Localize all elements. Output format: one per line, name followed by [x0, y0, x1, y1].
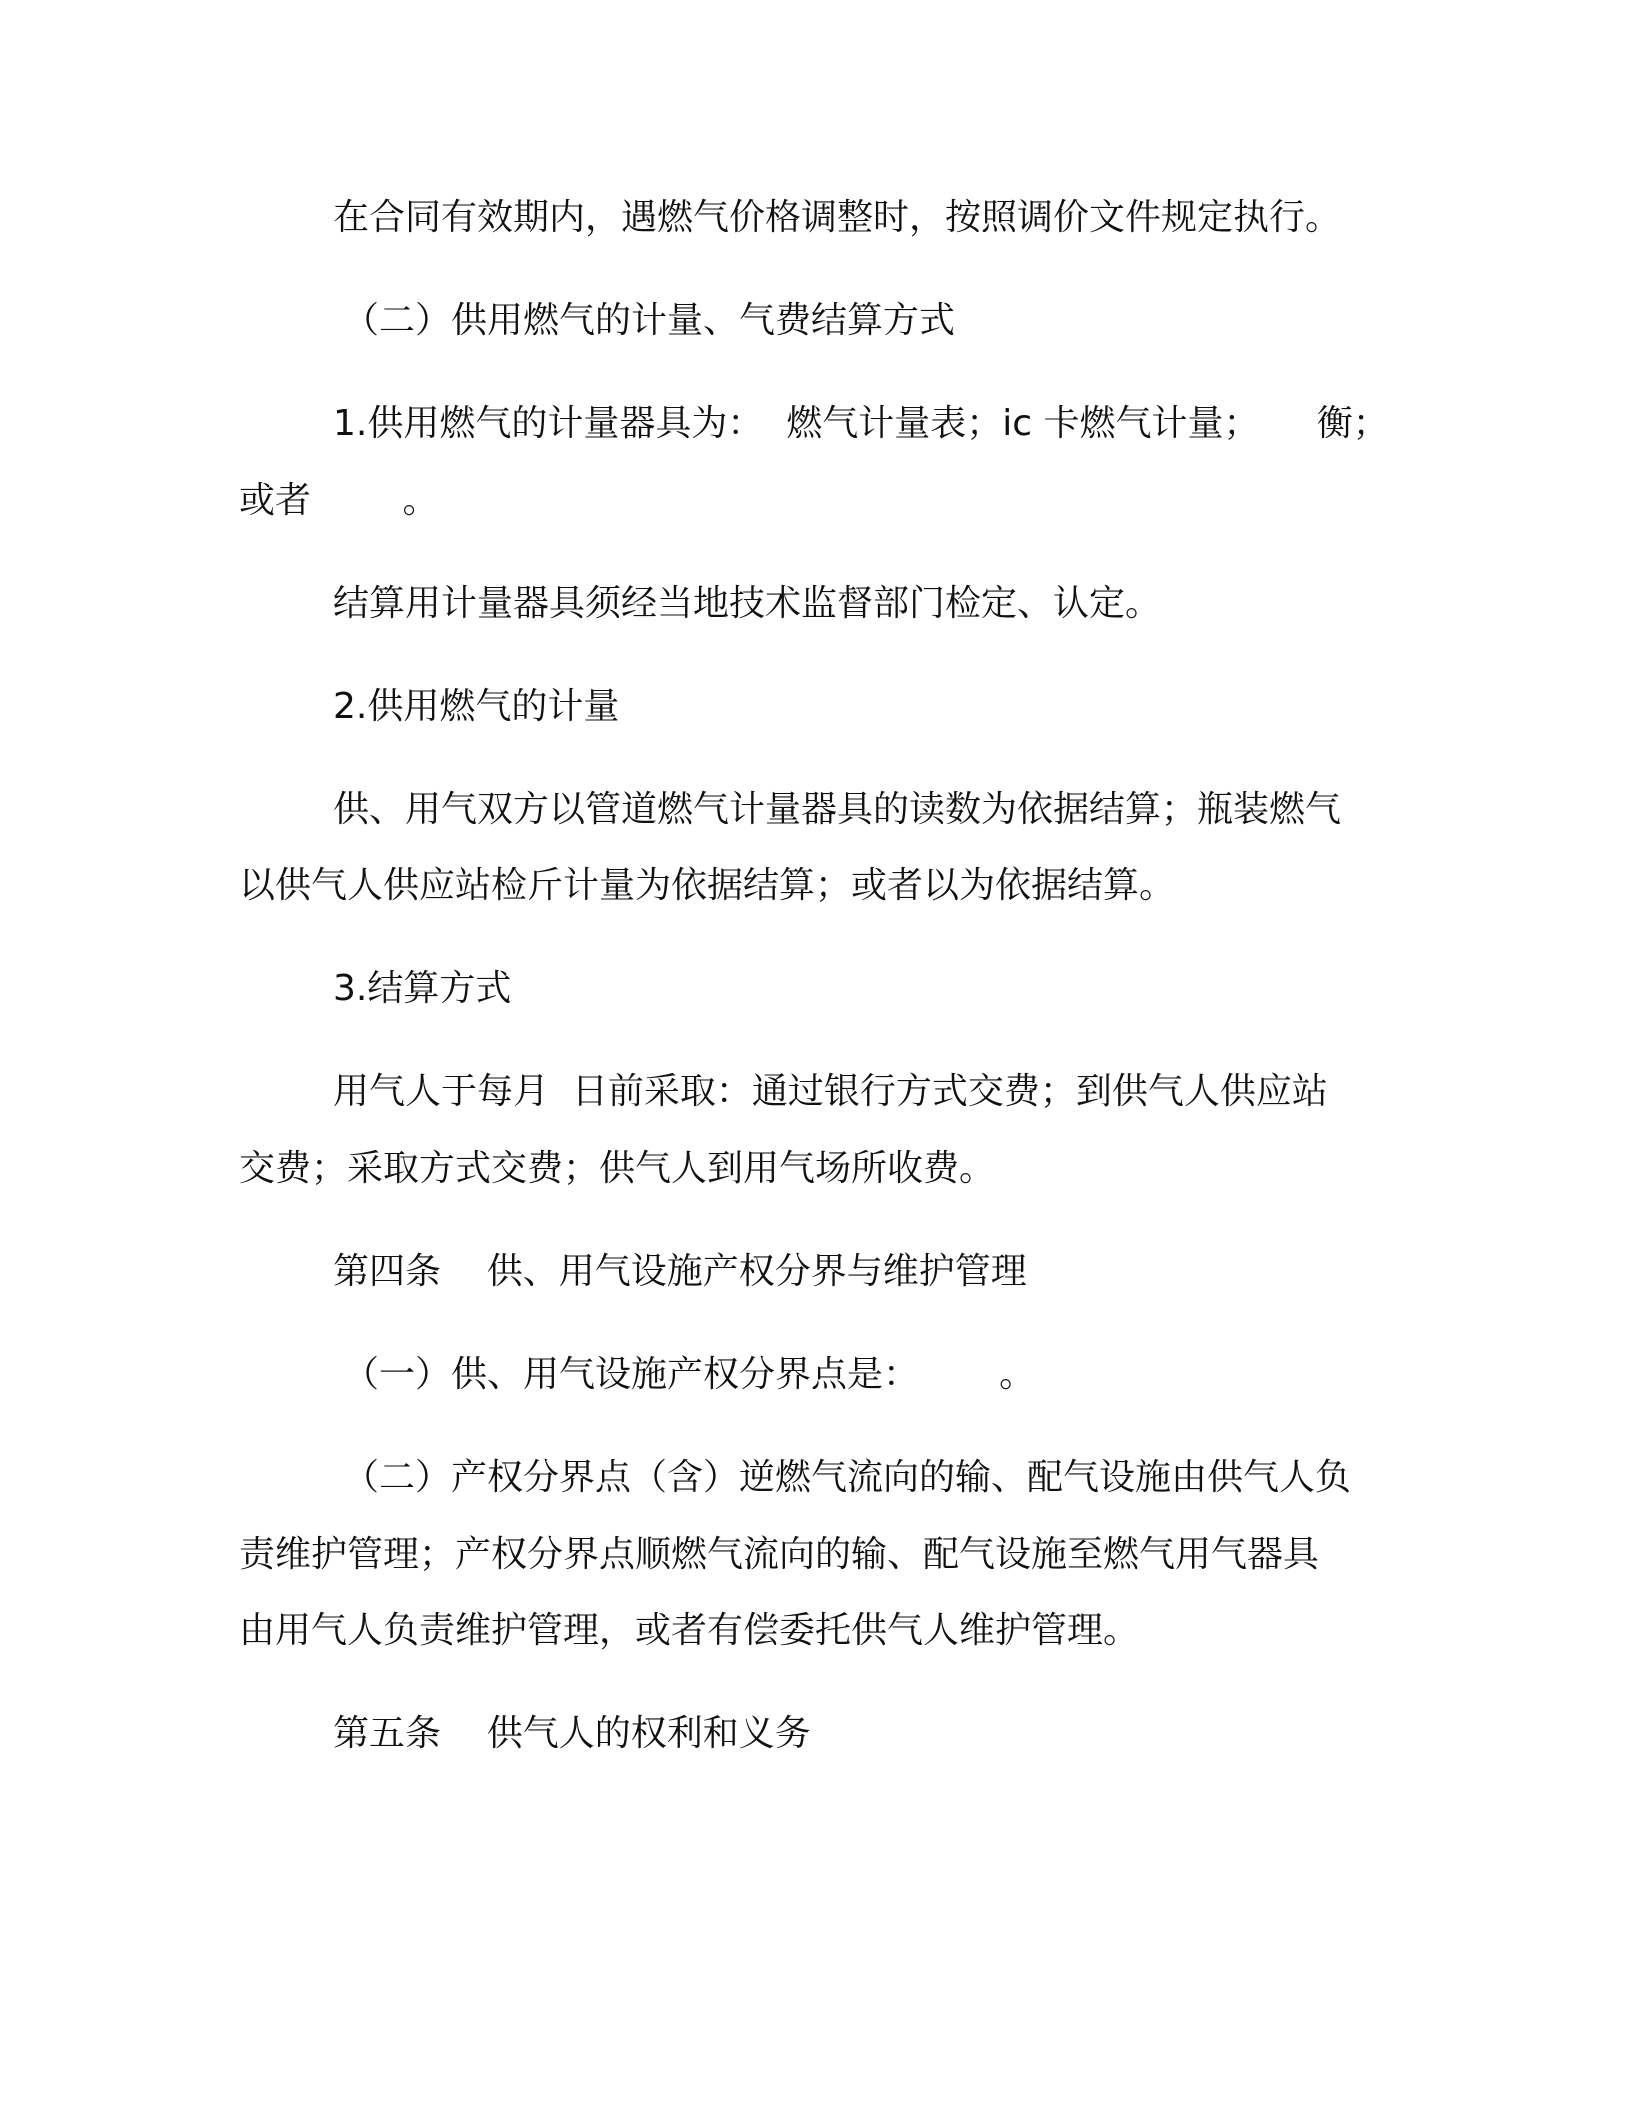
- text-line: 2.供用燃气的计量: [333, 686, 620, 727]
- text-line: 供、用气双方以管道燃气计量器具的读数为依据结算；瓶装燃气: [333, 789, 1342, 830]
- text-line: 用气人于每月 日前采取：通过银行方式交费；到供气人供应站: [333, 1071, 1328, 1112]
- text-line: 交费；采取方式交费；供气人到用气场所收费。: [239, 1148, 996, 1189]
- text-line: （一）供、用气设施产权分界点是： 。: [343, 1354, 1036, 1395]
- text-line: （二）产权分界点（含）逆燃气流向的输、配气设施由供气人负: [343, 1457, 1352, 1498]
- text-line: 第五条 供气人的权利和义务: [333, 1713, 811, 1754]
- text-line: 在合同有效期内，遇燃气价格调整时，按照调价文件规定执行。: [333, 197, 1342, 238]
- text-line: 1.供用燃气的计量器具为： 燃气计量表；ic 卡燃气计量； 衡；: [333, 403, 1389, 444]
- text-line: （二）供用燃气的计量、气费结算方式: [343, 300, 956, 341]
- text-line: 结算用计量器具须经当地技术监督部门检定、认定。: [333, 583, 1162, 624]
- text-line: 3.结算方式: [333, 968, 512, 1009]
- text-line: 或者 。: [239, 480, 439, 521]
- text-line: 由用气人负责维护管理，或者有偿委托供气人维护管理。: [239, 1610, 1140, 1651]
- text-line: 责维护管理；产权分界点顺燃气流向的输、配气设施至燃气用气器具: [239, 1534, 1320, 1575]
- text-line: 第四条 供、用气设施产权分界与维护管理: [333, 1251, 1027, 1292]
- text-line: 以供气人供应站检斤计量为依据结算；或者以为依据结算。: [239, 865, 1176, 906]
